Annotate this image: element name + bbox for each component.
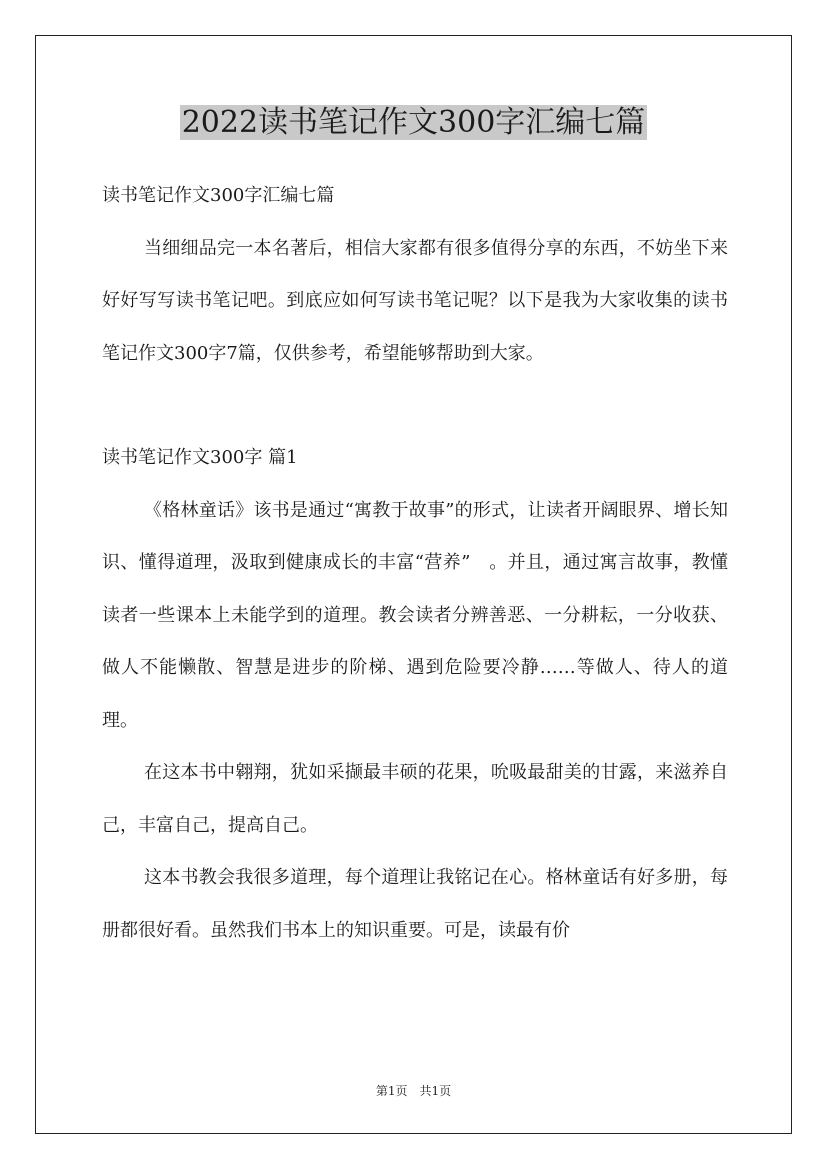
document-title-text: 2022读书笔记作文300字汇编七篇 — [181, 105, 646, 140]
section-1-paragraph-3: 这本书教会我很多道理，每个道理让我铭记在心。格林童话有好多册，每册都很好看。虽然我们书本上的知识重要。可是，读最有价 — [102, 867, 728, 941]
page-footer: 第1页 共1页 — [375, 1084, 452, 1098]
intro-paragraph: 当细细品完一本名著后，相信大家都有很多值得分享的东西，不妨坐下来好好写写读书笔记吧。到底应如何写读书笔记呢？以下是我为大家收集的读书笔记作文300字7篇，仅供参考，希望能够帮助到大家。 — [102, 237, 728, 364]
section-1-heading: 读书笔记作文300字 篇1 — [102, 447, 298, 468]
document-title — [0, 100, 827, 146]
document-body — [102, 170, 728, 957]
intro-heading: 读书笔记作文300字汇编七篇 — [102, 185, 335, 206]
section-1-paragraph-1: 《格林童话》该书是通过“寓教于故事”的形式，让读者开阔眼界、增长知识、懂得道理，汲取到健康成长的丰富“营养” 。并且，通过寓言故事，教懂读者一些课本上未能学到的道理。教会读者分辨善恶、一分耕耘，一分收获、做人不能懒散、智慧是进步的阶梯、遇到危险要冷静……等做人、待人的道理。 — [102, 499, 728, 731]
section-1-paragraph-2: 在这本书中翱翔，犹如采撷最丰硕的花果，吮吸最甜美的甘露，来滋养自己，丰富自己，提高自己。 — [102, 762, 728, 836]
section-spacer — [102, 380, 728, 432]
